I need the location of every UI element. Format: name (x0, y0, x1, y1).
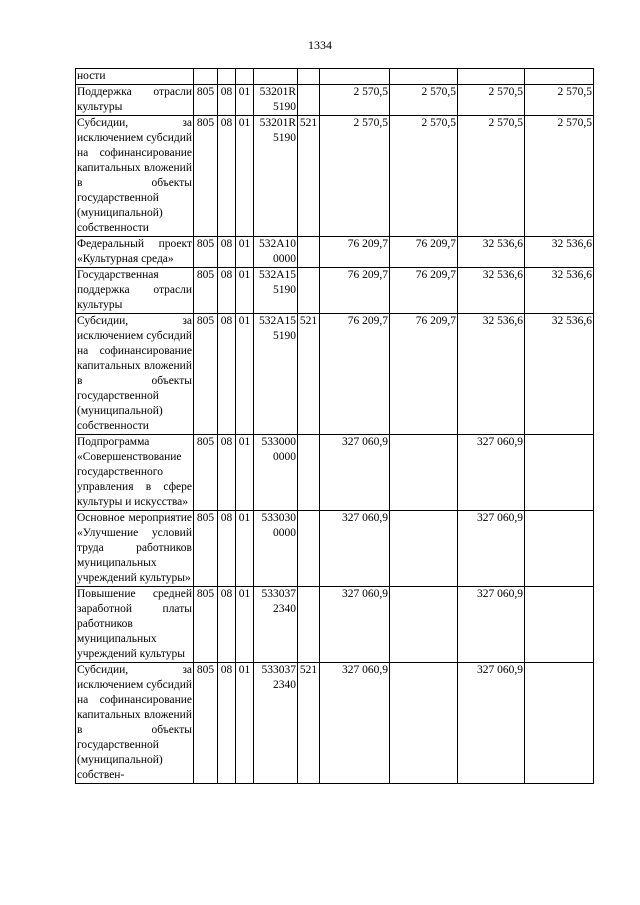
row-name: Подпрограмма «Совершенствование государственного управления в сфере культуры и искусства» (76, 435, 194, 511)
cell-amount-4 (525, 435, 594, 511)
cell-csr (254, 69, 298, 85)
cell-pr: 08 (218, 511, 236, 587)
cell-amount-1: 2 570,5 (320, 116, 390, 237)
cell-amount-2: 76 209,7 (390, 314, 458, 435)
cell-amount-4: 32 536,6 (525, 314, 594, 435)
cell-amount-2: 2 570,5 (390, 85, 458, 116)
cell-pr: 08 (218, 85, 236, 116)
cell-csr: 532А15 5190 (254, 268, 298, 314)
table-row (76, 268, 594, 314)
cell-gr: 01 (236, 511, 254, 587)
cell-gr: 01 (236, 435, 254, 511)
cell-amount-2 (390, 511, 458, 587)
row-name: Поддержка отрасли культуры (76, 85, 194, 116)
cell-amount-4 (525, 587, 594, 663)
cell-vr (298, 85, 320, 116)
cell-amount-1 (320, 69, 390, 85)
cell-pr (218, 69, 236, 85)
row-name: Основное мероприятие «Улучшение условий труда работников муниципальных учреждений культуры» (76, 511, 194, 587)
cell-amount-2: 76 209,7 (390, 237, 458, 268)
cell-amount-1: 327 060,9 (320, 511, 390, 587)
table-row (76, 314, 594, 435)
cell-gr: 01 (236, 268, 254, 314)
cell-rz: 805 (194, 116, 218, 237)
cell-amount-2 (390, 69, 458, 85)
table-row (76, 237, 594, 268)
cell-pr: 08 (218, 116, 236, 237)
cell-vr: 521 (298, 116, 320, 237)
cell-amount-3 (458, 69, 525, 85)
row-name: Федеральный проект «Культурная среда» (76, 237, 194, 268)
cell-csr: 532А15 5190 (254, 314, 298, 435)
cell-csr: 533037 2340 (254, 587, 298, 663)
cell-amount-4 (525, 663, 594, 784)
cell-amount-3: 32 536,6 (458, 268, 525, 314)
cell-rz: 805 (194, 237, 218, 268)
table-row (76, 69, 594, 85)
cell-csr: 533000 0000 (254, 435, 298, 511)
cell-rz: 805 (194, 268, 218, 314)
cell-gr (236, 69, 254, 85)
table-row (76, 435, 594, 511)
cell-vr (298, 268, 320, 314)
row-name: ности (76, 69, 194, 85)
row-name: Повышение средней заработной платы работников муниципальных учреждений культуры (76, 587, 194, 663)
cell-pr: 08 (218, 314, 236, 435)
cell-amount-4: 32 536,6 (525, 268, 594, 314)
cell-amount-4 (525, 511, 594, 587)
table-row (76, 85, 594, 116)
cell-amount-1: 76 209,7 (320, 268, 390, 314)
cell-amount-1: 327 060,9 (320, 663, 390, 784)
cell-vr (298, 69, 320, 85)
cell-pr: 08 (218, 663, 236, 784)
cell-gr: 01 (236, 587, 254, 663)
cell-amount-2: 76 209,7 (390, 268, 458, 314)
cell-amount-3: 327 060,9 (458, 435, 525, 511)
cell-rz: 805 (194, 587, 218, 663)
cell-amount-1: 327 060,9 (320, 435, 390, 511)
cell-pr: 08 (218, 587, 236, 663)
cell-amount-4: 2 570,5 (525, 85, 594, 116)
cell-amount-3: 327 060,9 (458, 511, 525, 587)
budget-table (75, 68, 594, 784)
table-row (76, 587, 594, 663)
row-name: Субсидии, за исключением субсидий на софинансирование капитальных вложений в объекты государственной (муниципальной) собственности (76, 116, 194, 237)
table-row (76, 116, 594, 237)
cell-amount-2 (390, 435, 458, 511)
cell-rz: 805 (194, 85, 218, 116)
cell-amount-4: 32 536,6 (525, 237, 594, 268)
cell-gr: 01 (236, 85, 254, 116)
cell-rz: 805 (194, 314, 218, 435)
cell-csr: 53201R 5190 (254, 116, 298, 237)
cell-amount-1: 2 570,5 (320, 85, 390, 116)
cell-amount-3: 32 536,6 (458, 314, 525, 435)
cell-rz: 805 (194, 435, 218, 511)
table-row (76, 663, 594, 784)
cell-gr: 01 (236, 116, 254, 237)
cell-pr: 08 (218, 237, 236, 268)
cell-amount-3: 327 060,9 (458, 663, 525, 784)
cell-vr (298, 511, 320, 587)
cell-vr (298, 587, 320, 663)
cell-gr: 01 (236, 314, 254, 435)
cell-pr: 08 (218, 435, 236, 511)
cell-csr: 533030 0000 (254, 511, 298, 587)
cell-amount-3: 32 536,6 (458, 237, 525, 268)
cell-vr (298, 237, 320, 268)
cell-csr: 533037 2340 (254, 663, 298, 784)
cell-rz: 805 (194, 511, 218, 587)
row-name: Субсидии, за исключением субсидий на софинансирование капитальных вложений в объекты государственной (муниципальной) собствен- (76, 663, 194, 784)
cell-pr: 08 (218, 268, 236, 314)
cell-amount-2: 2 570,5 (390, 116, 458, 237)
cell-amount-3: 2 570,5 (458, 85, 525, 116)
cell-rz: 805 (194, 663, 218, 784)
cell-rz (194, 69, 218, 85)
cell-csr: 53201R 5190 (254, 85, 298, 116)
cell-amount-3: 2 570,5 (458, 116, 525, 237)
cell-amount-1: 327 060,9 (320, 587, 390, 663)
table-row (76, 511, 594, 587)
row-name: Государственная поддержка отрасли культуры (76, 268, 194, 314)
cell-csr: 532А10 0000 (254, 237, 298, 268)
row-name: Субсидии, за исключением субсидий на софинансирование капитальных вложений в объекты государственной (муниципальной) собственности (76, 314, 194, 435)
cell-vr: 521 (298, 314, 320, 435)
cell-gr: 01 (236, 663, 254, 784)
cell-amount-4: 2 570,5 (525, 116, 594, 237)
cell-amount-4 (525, 69, 594, 85)
cell-amount-2 (390, 663, 458, 784)
cell-vr: 521 (298, 663, 320, 784)
cell-vr (298, 435, 320, 511)
page-number: 1334 (308, 38, 332, 52)
cell-amount-1: 76 209,7 (320, 314, 390, 435)
cell-amount-3: 327 060,9 (458, 587, 525, 663)
cell-amount-1: 76 209,7 (320, 237, 390, 268)
cell-amount-2 (390, 587, 458, 663)
cell-gr: 01 (236, 237, 254, 268)
